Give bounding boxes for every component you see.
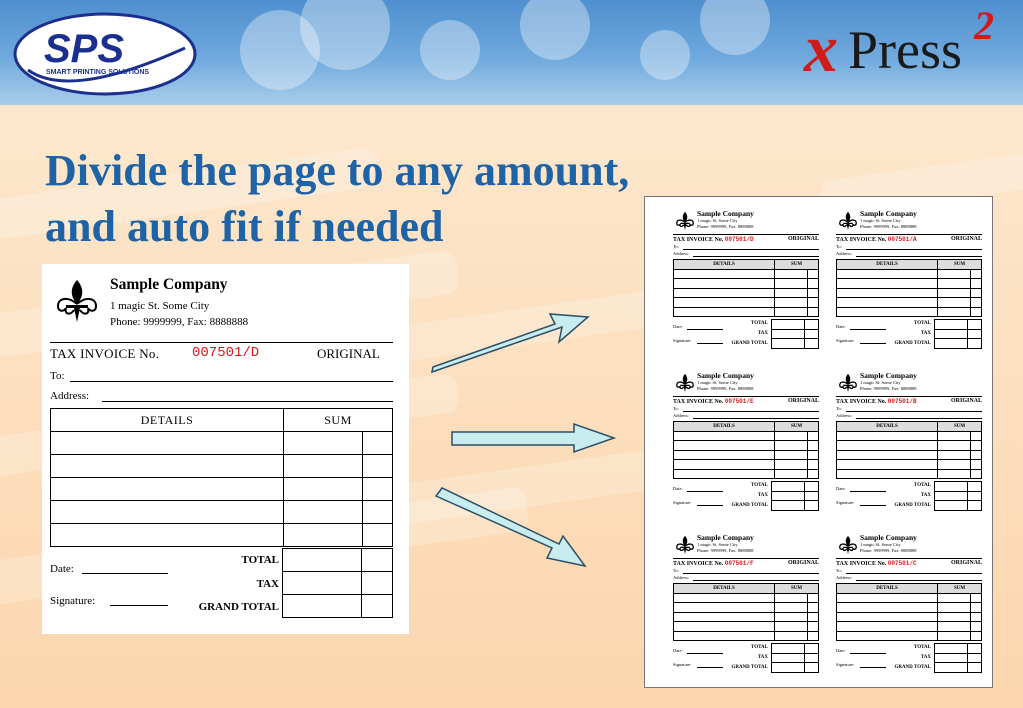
mini-total-label: TOTAL [913,483,931,488]
mini-invoice [836,369,982,519]
mini-date-line [850,329,886,330]
mini-to-line [683,249,819,250]
tax-label: TAX [256,578,279,590]
mini-signature-label: Signature: [673,662,692,667]
mini-date-label: Date: [673,324,683,329]
mini-company-address [860,542,917,554]
mini-grand-total-label: GRAND TOTAL [894,341,931,346]
mini-invoice-header [673,398,819,405]
table-row [837,603,982,613]
mini-invoice-number: 007501/D [724,236,754,243]
mini-tax-label: TAX [920,655,931,660]
mini-details-table [836,421,982,479]
mini-divider [673,558,819,559]
mini-address-line [856,418,982,419]
mini-signature-line [860,505,886,506]
mini-company-phone: Phone: 9999999, Fax: 8888888 [860,224,917,229]
table-row [674,612,819,622]
arrow-icon [452,424,614,452]
mini-date-line [687,653,723,654]
mini-to-label: To: [836,244,842,249]
mini-total-label: TOTAL [750,645,768,650]
to-line [70,381,393,382]
mini-invoice-number: 007501/C [887,560,917,567]
divider [50,342,393,343]
total-label: TOTAL [241,554,279,566]
company-street: 1 magic St. Some City [110,300,210,312]
mini-date-line [687,491,723,492]
mini-invoice-header [673,560,819,567]
slide-headline [45,143,629,255]
mini-to-label: To: [673,406,679,411]
mini-sum-header: SUM [775,584,819,594]
mini-tax-label: TAX [757,655,768,660]
mini-to-line [846,573,982,574]
mini-company-address [860,380,917,392]
mini-tax-label: TAX [920,493,931,498]
mini-sum-header: SUM [938,260,982,270]
table-row [837,288,982,298]
mini-company-street: 1 magic St. Some City [860,218,901,223]
mini-details-header: DETAILS [674,422,775,432]
mini-sum-header: SUM [775,260,819,270]
company-address [110,298,248,330]
mini-to-label: To: [673,244,679,249]
mini-company-name: Sample Company [697,533,754,542]
mini-tax-label: TAX [757,493,768,498]
mini-totals-grid [771,481,819,511]
sps-tagline: SMART PRINTING SOLUTIONS [46,69,150,76]
signature-line [110,605,168,606]
mini-signature-label: Signature: [836,662,855,667]
fleur-de-lis-icon [675,211,695,231]
mini-signature-line [860,343,886,344]
table-row [674,307,819,317]
mini-date-label: Date: [836,324,846,329]
mini-sum-header: SUM [938,422,982,432]
mini-totals-grid [771,643,819,673]
mini-company-street: 1 magic St. Some City [697,380,738,385]
address-line [102,401,393,402]
sum-header: SUM [284,409,393,432]
table-row [674,593,819,603]
mini-details-table [673,259,819,317]
fleur-de-lis-icon [838,535,858,555]
mini-to-label: To: [836,406,842,411]
mini-divider [673,234,819,235]
mini-details-table [836,583,982,641]
mini-invoice-title: TAX INVOICE No. [836,237,887,243]
mini-address-line [693,418,819,419]
mini-company-street: 1 magic St. Some City [860,542,901,547]
mini-invoice-original: ORIGINAL [787,398,819,404]
fleur-de-lis-icon [675,373,695,393]
totals-grid [282,548,393,618]
mini-company-phone: Phone: 9999999, Fax: 8888888 [697,548,754,553]
mini-divider [836,234,982,235]
mini-company-address [697,218,754,230]
mini-invoice [673,531,819,681]
mini-divider [836,396,982,397]
xpress-superscript: 2 [974,3,994,48]
mini-to-label: To: [673,568,679,573]
mini-invoice-original: ORIGINAL [950,398,982,404]
table-row [674,298,819,308]
mini-invoice-title: TAX INVOICE No. [673,399,724,405]
table-row [837,460,982,470]
table-row [837,593,982,603]
table-row [837,269,982,279]
details-table [50,408,393,547]
mini-invoice-original: ORIGINAL [950,560,982,566]
mini-grand-total-label: GRAND TOTAL [731,341,768,346]
fleur-de-lis-icon [675,535,695,555]
mini-totals-grid [771,319,819,349]
address-label: Address: [50,390,90,402]
table-row [51,501,393,524]
mini-address-line [856,580,982,581]
mini-details-header: DETAILS [837,422,938,432]
table-row [674,269,819,279]
mini-signature-line [860,667,886,668]
mini-date-line [687,329,723,330]
mini-date-label: Date: [836,486,846,491]
table-row [674,622,819,632]
mini-signature-label: Signature: [836,338,855,343]
mini-sum-header: SUM [938,584,982,594]
invoice-large [42,264,409,634]
mini-address-line [693,256,819,257]
mini-invoice-original: ORIGINAL [787,560,819,566]
mini-tax-label: TAX [757,331,768,336]
mini-total-label: TOTAL [913,321,931,326]
mini-address-label: Address: [836,575,852,580]
table-row [674,460,819,470]
mini-totals-grid [934,643,982,673]
mini-grand-total-label: GRAND TOTAL [731,503,768,508]
mini-company-phone: Phone: 9999999, Fax: 8888888 [697,386,754,391]
mini-grand-total-label: GRAND TOTAL [894,503,931,508]
mini-company-phone: Phone: 9999999, Fax: 8888888 [860,548,917,553]
table-row [837,469,982,479]
mini-invoice-number: 007501/A [887,236,917,243]
arrow-icon [436,488,585,566]
mini-total-label: TOTAL [750,321,768,326]
mini-company-name: Sample Company [697,371,754,380]
details-header: DETAILS [51,409,284,432]
company-phone: Phone: 9999999, Fax: 8888888 [110,316,249,328]
arrows-group [420,300,620,580]
mini-details-table [836,259,982,317]
table-row [51,524,393,547]
mini-company-address [860,218,917,230]
xpress-word: Press [848,20,963,80]
mini-to-line [683,411,819,412]
mini-to-label: To: [836,568,842,573]
mini-total-label: TOTAL [913,645,931,650]
mini-grand-total-label: GRAND TOTAL [894,665,931,670]
mini-company-name: Sample Company [860,533,917,542]
mini-invoice-original: ORIGINAL [787,236,819,242]
mini-invoice [836,531,982,681]
xpress-x: x [804,10,838,86]
mini-invoice-header [836,398,982,405]
mini-company-phone: Phone: 9999999, Fax: 8888888 [697,224,754,229]
mini-details-header: DETAILS [674,260,775,270]
mini-details-table [673,421,819,479]
mini-invoice-header [836,560,982,567]
mini-address-label: Address: [836,251,852,256]
mini-signature-line [697,667,723,668]
fleur-de-lis-icon [54,278,100,324]
mini-date-line [850,653,886,654]
mini-tax-label: TAX [920,331,931,336]
mini-signature-line [697,505,723,506]
mini-total-label: TOTAL [750,483,768,488]
mini-company-name: Sample Company [860,209,917,218]
mini-signature-line [697,343,723,344]
mini-details-table [673,583,819,641]
invoice-title: TAX INVOICE No. [50,346,160,361]
mini-company-phone: Phone: 9999999, Fax: 8888888 [860,386,917,391]
table-row [674,431,819,441]
mini-date-label: Date: [673,486,683,491]
arrow-icon [432,314,588,372]
table-row [51,432,393,455]
mini-to-line [846,249,982,250]
table-row [51,478,393,501]
to-label: To: [50,370,65,382]
mini-company-street: 1 magic St. Some City [697,542,738,547]
table-row [837,612,982,622]
mini-date-label: Date: [836,648,846,653]
mini-address-label: Address: [673,251,689,256]
table-row [674,469,819,479]
table-row [837,450,982,460]
mini-invoice-number: 007501/E [724,398,754,405]
mini-address-label: Address: [836,413,852,418]
mini-invoice-header [673,236,819,243]
mini-sum-header: SUM [775,422,819,432]
table-row [837,431,982,441]
table-row [674,288,819,298]
mini-invoice-title: TAX INVOICE No. [673,237,724,243]
invoice-number: 007501/D [192,345,260,361]
mini-company-name: Sample Company [860,371,917,380]
mini-totals-grid [934,481,982,511]
mini-invoice-number: 007501/B [887,398,917,405]
headline-line-2: and auto fit if needed [45,202,444,251]
mini-address-line [856,256,982,257]
mini-company-street: 1 magic St. Some City [860,380,901,385]
sps-brand-text: SPS [44,27,125,71]
table-row [837,441,982,451]
mini-invoice-title: TAX INVOICE No. [836,399,887,405]
mini-invoice-title: TAX INVOICE No. [836,561,887,567]
table-row [837,298,982,308]
table-row [674,631,819,641]
mini-invoice-header [836,236,982,243]
table-row [674,441,819,451]
mini-divider [673,396,819,397]
mini-company-name: Sample Company [697,209,754,218]
mini-divider [836,558,982,559]
company-name: Sample Company [110,276,228,293]
sps-logo [10,8,200,100]
table-row [674,450,819,460]
mini-signature-label: Signature: [673,500,692,505]
fleur-de-lis-icon [838,373,858,393]
mini-invoice-number: 007501/F [724,560,754,567]
mini-address-label: Address: [673,413,689,418]
mini-date-label: Date: [673,648,683,653]
mini-details-header: DETAILS [674,584,775,594]
table-row [837,307,982,317]
headline-line-1: Divide the page to any amount, [45,146,630,195]
table-row [837,631,982,641]
table-row [674,279,819,289]
fleur-de-lis-icon [838,211,858,231]
mini-signature-label: Signature: [836,500,855,505]
printed-page [644,196,993,688]
grand-total-label: GRAND TOTAL [198,601,279,613]
mini-totals-grid [934,319,982,349]
mini-company-address [697,542,754,554]
table-row [674,603,819,613]
mini-invoice [836,207,982,357]
mini-details-header: DETAILS [837,584,938,594]
mini-invoice [673,207,819,357]
mini-to-line [683,573,819,574]
mini-invoice [673,369,819,519]
mini-company-address [697,380,754,392]
invoice-original: ORIGINAL [317,346,380,361]
date-line [82,573,168,574]
mini-date-line [850,491,886,492]
signature-label: Signature: [50,595,96,607]
mini-details-header: DETAILS [837,260,938,270]
mini-company-street: 1 magic St. Some City [697,218,738,223]
table-row [837,279,982,289]
mini-grand-total-label: GRAND TOTAL [731,665,768,670]
mini-invoice-title: TAX INVOICE No. [673,561,724,567]
date-label: Date: [50,563,74,575]
table-row [51,455,393,478]
mini-invoice-original: ORIGINAL [950,236,982,242]
mini-signature-label: Signature: [673,338,692,343]
mini-address-line [693,580,819,581]
table-row [837,622,982,632]
mini-address-label: Address: [673,575,689,580]
mini-to-line [846,411,982,412]
